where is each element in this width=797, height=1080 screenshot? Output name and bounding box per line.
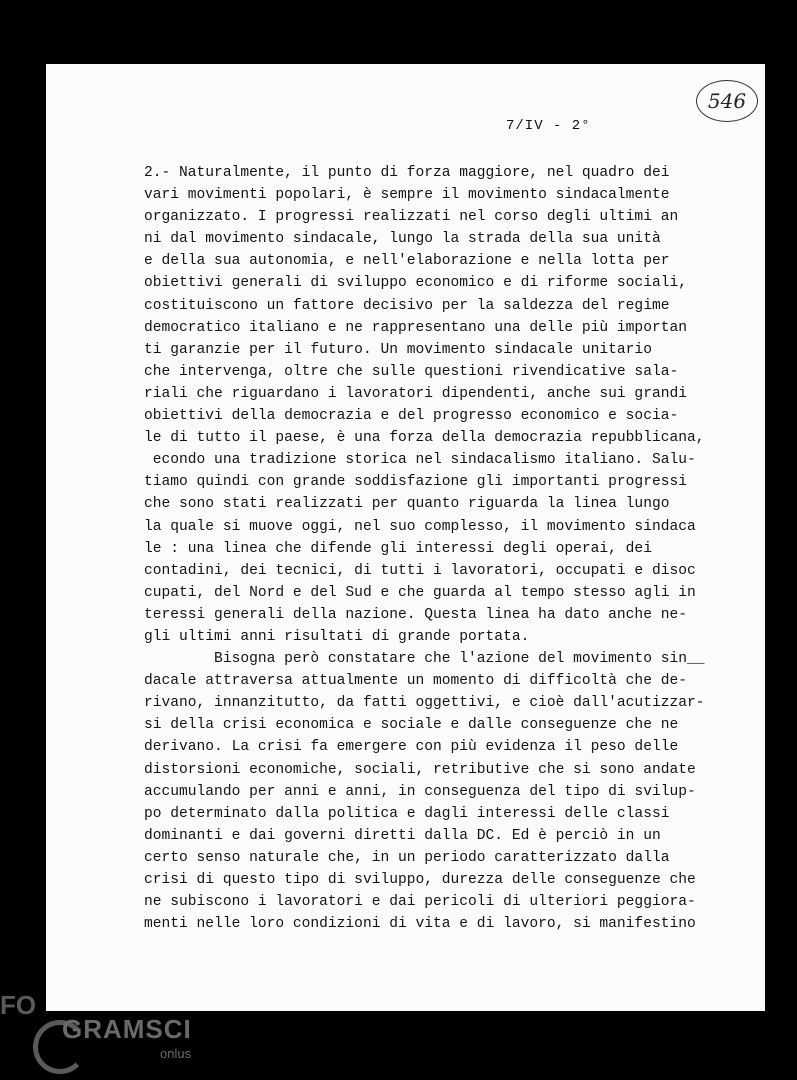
- watermark-prefix: FO: [0, 990, 37, 1020]
- text-line: democratico italiano e ne rappresentano una delle più importan: [144, 319, 687, 336]
- document-page: [46, 64, 765, 1011]
- typed-text-block: [144, 162, 704, 935]
- text-line: teressi generali della nazione. Questa linea ha dato anche ne-: [144, 606, 687, 623]
- watermark-suffix: onlus: [160, 1046, 192, 1061]
- text-line: derivano. La crisi fa emergere con più evidenza il peso delle: [144, 739, 679, 756]
- text-line: cupati, del Nord e del Sud e che guarda al tempo stesso agli in: [144, 584, 696, 601]
- text-line: obiettivi generali di sviluppo economico e di riforme sociali,: [144, 275, 687, 292]
- text-line: menti nelle loro condizioni di vita e di lavoro, si manifestino: [144, 916, 696, 933]
- text-line: obiettivi della democrazia e del progresso economico e socia-: [144, 408, 679, 425]
- text-line: accumulando per anni e anni, in conseguenza del tipo di svilup-: [144, 783, 696, 800]
- text-line: organizzato. I progressi realizzati nel corso degli ultimi an: [144, 209, 679, 226]
- text-line: le di tutto il paese, è una forza della democrazia repubblicana,: [144, 430, 705, 447]
- text-line: crisi di questo tipo di sviluppo, durezza delle conseguenze che: [144, 872, 696, 888]
- text-line: e della sua autonomia, e nell'elaborazione e nella lotta per: [144, 253, 670, 270]
- text-line: vari movimenti popolari, è sempre il movimento sindacalmente: [144, 187, 670, 204]
- text-line: si della crisi economica e sociale e dalle conseguenze che ne: [144, 717, 679, 734]
- text-line: ti garanzie per il futuro. Un movimento sindacale unitario: [144, 341, 652, 358]
- text-line: Bisogna però constatare che l'azione del movimento sin__: [144, 651, 705, 668]
- text-line: ni dal movimento sindacale, lungo la strada della sua unità: [144, 231, 661, 248]
- text-line: certo senso naturale che, in un periodo caratterizzato dalla: [144, 849, 670, 866]
- text-line: contadini, dei tecnici, di tutti i lavoratori, occupati e disoc: [144, 562, 696, 579]
- text-line: che intervenga, oltre che sulle questioni rivendicative sala-: [144, 363, 679, 380]
- text-line: rivano, innanzitutto, da fatti oggettivi, e cioè dall'acutizzar-: [144, 695, 705, 712]
- gramsci-watermark: [0, 990, 220, 1080]
- text-line: che sono stati realizzati per quanto riguarda la linea lungo: [144, 496, 670, 513]
- text-line: distorsioni economiche, sociali, retributive che si sono andate: [144, 761, 696, 778]
- text-line: po determinato dalla politica e dagli interessi delle classi: [144, 805, 670, 822]
- watermark-name: GRAMSCI: [62, 1014, 192, 1044]
- text-line: tiamo quindi con grande soddisfazione gli importanti progressi: [144, 474, 687, 491]
- text-line: la quale si muove oggi, nel suo complesso, il movimento sindaca: [144, 518, 696, 535]
- page-reference: 7/IV - 2°: [506, 118, 591, 134]
- text-line: riali che riguardano i lavoratori dipendenti, anche sui grandi: [144, 385, 687, 402]
- text-line: ne subiscono i lavoratori e dai pericoli di ulteriori peggiora-: [144, 894, 696, 911]
- text-line: dominanti e dai governi diretti dalla DC. Ed è perciò in un: [144, 827, 661, 844]
- text-line: 2.- Naturalmente, il punto di forza maggiore, nel quadro dei: [144, 165, 670, 181]
- text-line: le : una linea che difende gli interessi degli operai, dei: [144, 540, 652, 557]
- text-line: dacale attraversa attualmente un momento di difficoltà che de-: [144, 673, 687, 690]
- text-line: econdo una tradizione storica nel sindacalismo italiano. Salu-: [144, 452, 696, 469]
- archive-stamp: 546: [696, 80, 758, 122]
- text-line: costituiscono un fattore decisivo per la saldezza del regime: [144, 297, 670, 314]
- text-line: gli ultimi anni risultati di grande portata.: [144, 628, 530, 645]
